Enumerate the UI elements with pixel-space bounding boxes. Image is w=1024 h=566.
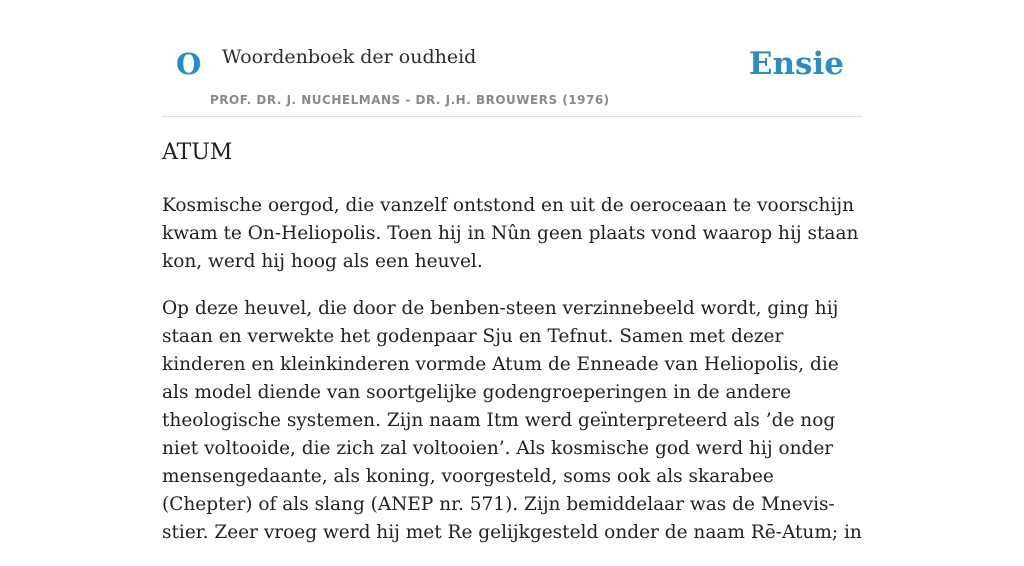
entry-content xyxy=(162,192,862,566)
entry-paragraph: Kosmische oergod, die vanzelf ontstond en uit de oeroceaan te voorschijn kwam te On-Heliopolis. Toen hij in Nûn geen plaats vond waarop hij staan kon, werd hij hoog als een heuvel. xyxy=(162,195,859,272)
site-header xyxy=(162,0,862,117)
letter-index-link[interactable]: O xyxy=(176,47,202,81)
book-title[interactable]: Woordenboek der oudheid xyxy=(222,46,477,68)
brand-logo-link[interactable]: Ensie xyxy=(748,46,844,82)
book-authors: PROF. DR. J. NUCHELMANS - DR. J.H. BROUWERS (1976) xyxy=(210,93,610,107)
entry-title: ATUM xyxy=(162,140,233,165)
entry-paragraph: Op deze heuvel, die door de benben-steen verzinnebeeld wordt, ging hij staan en verwekte het godenpaar Sju en Tefnut. Samen met dezer kinderen en kleinkinderen vormde Atum de Enneade van Heliopolis, die als model diende van soortgelijke godengroeperingen in de andere theologische systemen. Zijn naam Itm werd geïnterpreteerd als ’de nog niet voltooide, die zich zal voltooien’. Als kosmische god werd hij onder mensengedaante, als koning, voorgesteld, soms ook als skarabee (Chepter) of als slang (ANEP nr. 571). Zijn bemiddelaar was de Mnevis-stier. Zeer vroeg werd hij met Re gelijkgesteld onder de naam Rē-Atum; in xyxy=(162,298,862,543)
